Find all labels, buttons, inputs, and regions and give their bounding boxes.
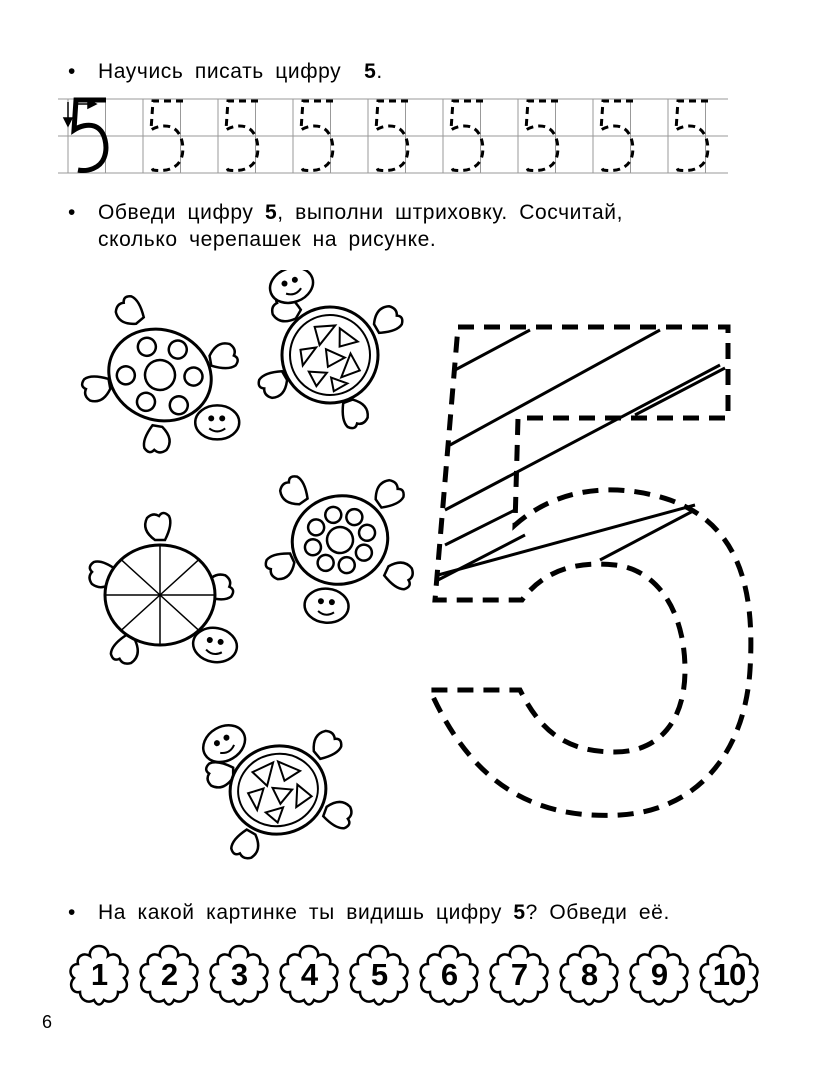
bullet: • [68, 901, 76, 924]
choice-number[interactable]: 2 [160, 957, 178, 992]
turtle-triangles-1 [241, 270, 412, 437]
turtle-flower [244, 447, 435, 641]
turtle-wheel [87, 513, 240, 668]
number-choice-9[interactable] [624, 940, 694, 1010]
bullet: • [68, 201, 76, 224]
task-1-instruction [68, 58, 383, 85]
choice-number[interactable]: 10 [712, 957, 746, 992]
task-3-text-pre: На какой картинке ты видишь цифру [98, 901, 502, 924]
choice-number[interactable]: 6 [440, 957, 458, 992]
choice-number[interactable]: 1 [90, 957, 108, 992]
sample-digit-five [74, 100, 106, 171]
bullet: • [68, 60, 76, 83]
task-2-line2: сколько черепашек на рисунке. [98, 228, 437, 251]
number-choice-1[interactable] [64, 940, 134, 1010]
turtle-spotted-1 [65, 287, 274, 480]
task-2-instruction [68, 199, 623, 253]
big-dashed-five[interactable] [430, 327, 751, 815]
task-2-text-post: , выполни штриховку. Сосчитай, [277, 201, 624, 224]
number-choice-10[interactable] [694, 940, 764, 1010]
hatching-lines [438, 330, 725, 580]
task-1-text: Научись писать цифру [98, 60, 342, 83]
number-choice-6[interactable] [414, 940, 484, 1010]
number-choice-8[interactable] [554, 940, 624, 1010]
page-number: 6 [42, 1012, 53, 1032]
turtle-triangles-2 [194, 700, 362, 868]
number-choice-3[interactable] [204, 940, 274, 1010]
choice-number[interactable]: 9 [650, 957, 668, 992]
task-2-text-pre: Обведи цифру [98, 201, 254, 224]
number-choices [64, 940, 764, 1010]
number-choice-5[interactable] [344, 940, 414, 1010]
choice-number[interactable]: 5 [370, 957, 388, 992]
turtles-and-five-illustration [60, 270, 780, 870]
choice-number[interactable]: 7 [510, 957, 528, 992]
choice-number[interactable]: 4 [300, 957, 318, 992]
start-arrow-icon [64, 100, 96, 126]
task-3-digit: 5 [513, 901, 526, 924]
task-2-digit: 5 [264, 201, 278, 224]
task-3-instruction [68, 899, 670, 926]
choice-number[interactable]: 8 [580, 957, 598, 992]
task-1-end: . [376, 60, 383, 83]
number-choice-4[interactable] [274, 940, 344, 1010]
writing-practice-grid[interactable] [58, 96, 728, 182]
choice-number[interactable]: 3 [230, 957, 248, 992]
number-choice-2[interactable] [134, 940, 204, 1010]
task-3-text-post: ? Обведи её. [525, 901, 670, 924]
number-choice-7[interactable] [484, 940, 554, 1010]
task-1-digit: 5 [364, 60, 377, 83]
